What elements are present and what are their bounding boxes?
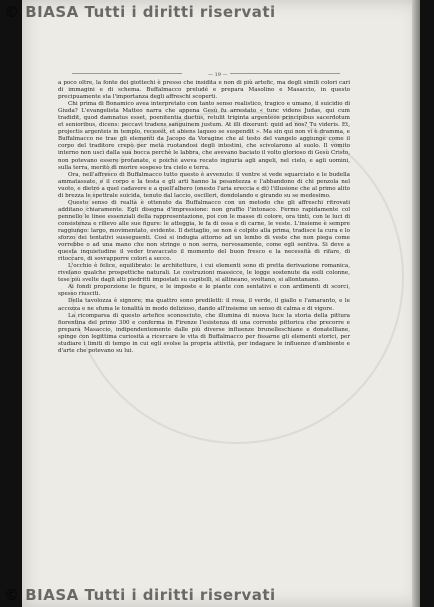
copyright-watermark-top: © BIASA Tutti i diritti riservati xyxy=(4,3,276,21)
header-rule-right xyxy=(230,73,340,74)
page-edge-shadow xyxy=(412,0,420,607)
paragraph-8: La ricomparsa di questo artefice sconosciuto, che illumina di nuova luce la storia della pittura fiorentina del primo 300 e conferma in Firenze l'esistenza di una corrente pittorica che precorre e prepara Masaccio, indipendentemente dalle più diverse influenze brunelleschiane e donatelliane, spinge con legittima curiosità a ricercare le vita di Buffalmacco per fissarne gli elementi storici, per studiare i limiti di tempo in cui egli svolse la propria attività, per indagare le influenze d'ambiente e d'arte che potevano su lui. xyxy=(58,312,350,354)
paragraph-2: Chi prima di Bonamico avea interpretato con tanto senso realistico, tragico e umano, il suicidio di Giuda? L'evangelista Matteo narra che appena Gesù fu arrestato « tunc videns Judas, qui cum tradidit, quod damnatus esset, poenitentia ductus, retulit triginta argenteos principibus sacerdotum et senioribus, dicens: peccavi tradens sanguinem justum. At illi dixerunt: quid ad nos? Tu videris. Et, projectis argenteis in templo, recessit, et abiens laqueo se suspendit ». Ma sin qui non vi è dramma, e Buffalmacco ne trae gli elementi da Jacopo da Voragine che al testo del vangelo aggiunge come il corpo del traditore crepò per metà ruotandosi degli intestini, che scivolarono al suolo. Il vomito interno non uscì dalla sua bocca perchè le labbra, che avevano baciato il volto glorioso di Gesù Cristo, non potevano essere profanate, e poichè aveva recato ingiuria agli angeli, nel cielo, e agli uomini, sulla terra, meritò di morire sospeso tra cielo e terra. xyxy=(58,101,350,171)
paragraph-7: Della tavolozza è signore; ma quattro sono prediletti: il rosa, il verde, il giallo e l'amaranto, e le accozza e ne sfuma le tonalità in modo delizioso, dando all'insieme un senso di calma e di vigore. xyxy=(58,298,350,312)
page-number: — 19 — xyxy=(208,72,228,78)
header-rule-left xyxy=(72,73,182,74)
paragraph-3: Ora, nell'affresco di Buffalmacco tutto questo è avvenuto: il ventre si vede squarciato e le budella ammatassate, e il corpo e la testa e gli arti hanno la pesantezza e l'abbandono di chi penzola nel vuoto, e dietro a quel cadavere e a quell'albero (onesto l'aria ereccia e di) l'illusione che al primo alito di brezza le spettrale suicida, tenuto dal laccio, oscilleri, dondolando e girando su se medesimo. xyxy=(58,171,350,199)
paragraph-4: Questo senso di realtà è ottenuto da Buffalmacco con un metodo che gli affreschi ritrovati additano chiaramente. Egli disegna d'impressione: non graffio l'intonaco. Fermo rapidamente col pennello le linee essenziali della rappresentazione, poi con le masse di colore, ora tinti, con le luci di consistenza e rilievo alle sue figure: le atteggia, le fa di ossa e di carne, le veste. L'insieme è sempre raggiungo: largo, movimentato, evidente. Il dettaglio, se non è colpito alla prima, tradisce la cura e lo sforzo dei tentativi susseguenti. Così si indugia attorno ad un lembo di veste che non piega come vorrebbe o ad una mano che non stringe o non serra, nervosamente, come egli sentiva. Si deve a questa inquietudine il veder travaccato il momento del buon fresco e la necessità di rifare, di ritoccare, di sovrapporre colori a secco. xyxy=(58,199,350,263)
paragraph-5: L'occhio è felice, equilibrato: le architetture, i cui elementi sono di pretta derivazione romanica, rivelano qualche prospettiche naturali. Le costruzioni massicce, le logge sostenute da esili colonne, tese più svelte dagli alti piedritti impostati su capitelli, si allineano, svoltano, si allontanano. xyxy=(58,263,350,284)
paragraph-1: a poco oltre, la fonte dei giottechi è presso che insidita e non di più artefic, ma degli simili colori cari di immagini e di schema. Buffalmacco preludé e prepara Masolino e Masaccio, in questo precipuamente sta l'importanza degli affreschi scoperti. xyxy=(58,80,350,101)
body-text xyxy=(58,80,350,355)
copyright-watermark-bottom: © BIASA Tutti i diritti riservati xyxy=(4,586,276,604)
paragraph-6: Ai fondi proporzione le figure, e le imposte e le piante con sentativi e con ardimenti di scorci, spesso riusciti. xyxy=(58,284,350,298)
